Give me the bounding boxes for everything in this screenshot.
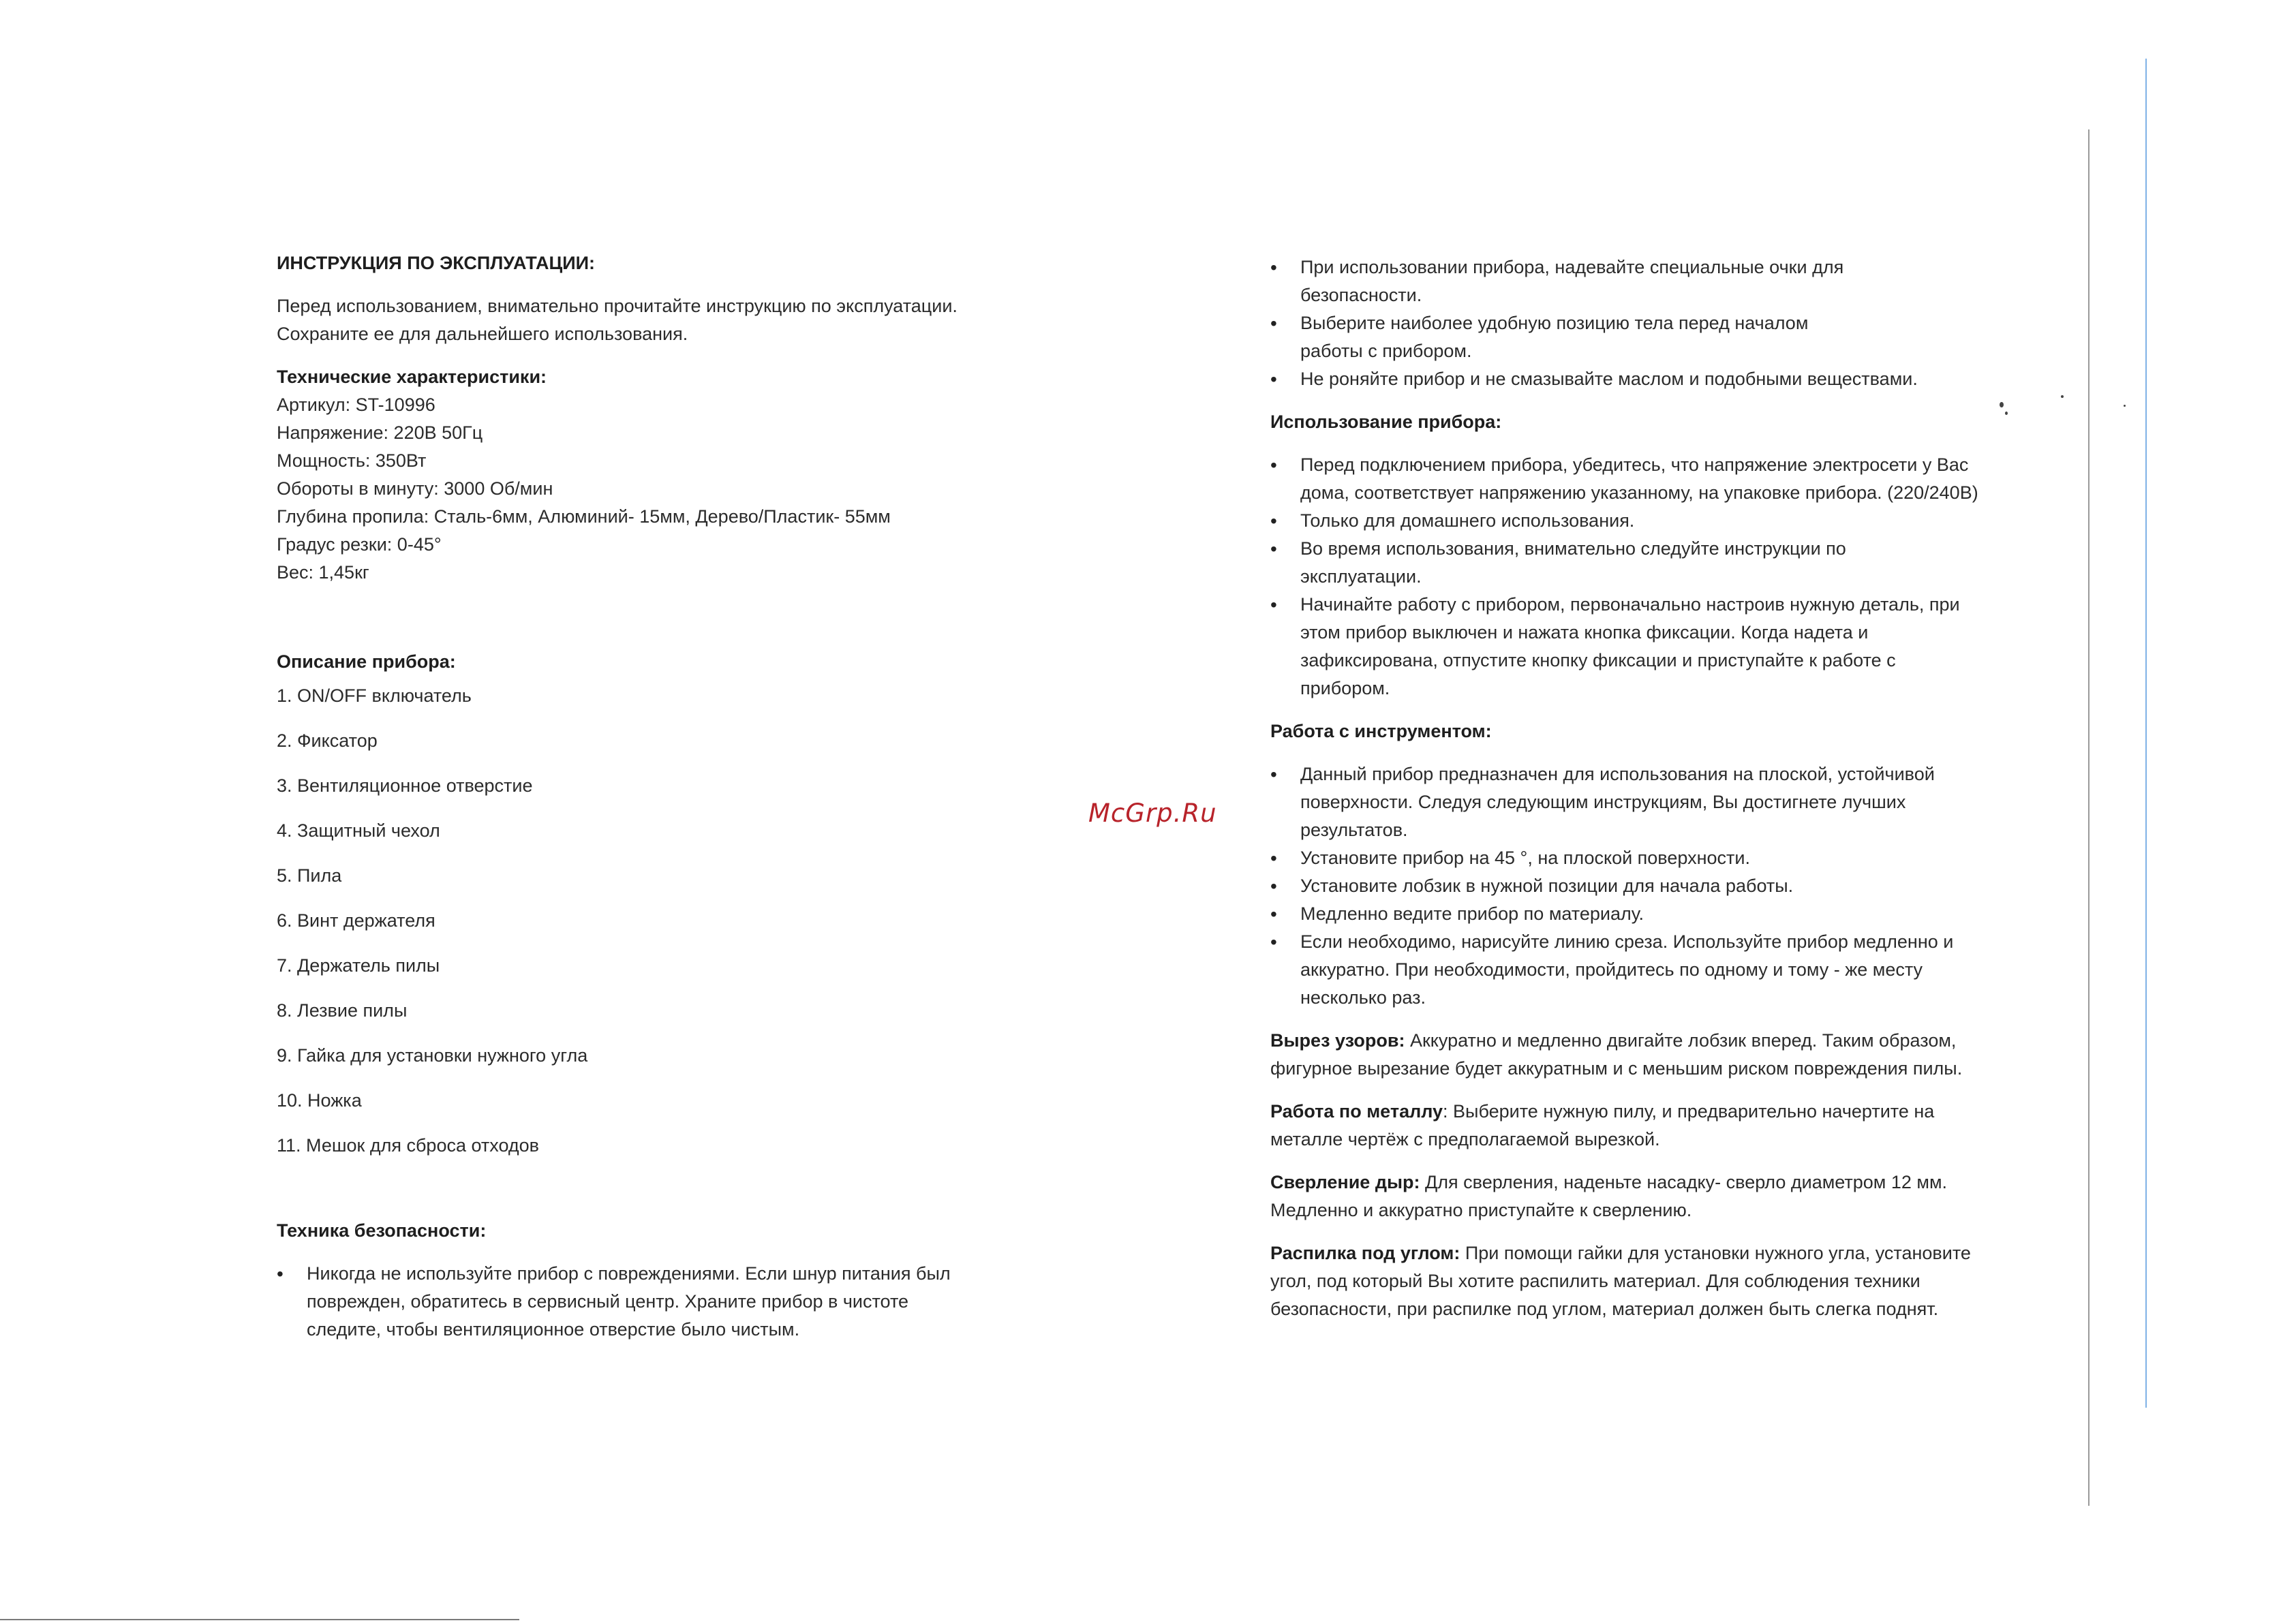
safety-continued-list [1270, 253, 1952, 393]
description-item: 4. Защитный чехол [277, 820, 440, 841]
usage-item: • Во время использования, внимательно следуйте инструкции по эксплуатации. [1270, 535, 1927, 591]
paragraph-label: Распилка под углом: [1270, 1243, 1460, 1263]
paragraph-drilling [1270, 1169, 1952, 1224]
dust-speck [2005, 412, 2008, 415]
fold-line [2088, 129, 2090, 1506]
description-list [277, 673, 1013, 1168]
description-item: 8. Лезвие пилы [277, 1000, 408, 1021]
paragraph-metal [1270, 1098, 1952, 1154]
scan-edge-line [2145, 59, 2147, 1408]
description-item: 9. Гайка для установки нужного угла [277, 1045, 588, 1066]
safety-item: • Выберите наиболее удобную позицию тела перед началом работы с прибором. [1270, 309, 1859, 365]
spec-power: Мощность: 350Вт [277, 450, 427, 471]
usage-list [1270, 451, 1979, 702]
right-column [1270, 253, 2006, 1323]
spec-weight: Вес: 1,45кг [277, 562, 369, 583]
spec-cut-depth: Глубина пропила: Сталь-6мм, Алюминий- 15мм, Дерево/Пластик- 55мм [277, 506, 891, 527]
paragraph-text: Для сверления, наденьте насадку- сверло диаметром 12 мм. Медленно и аккуратно приступайте к сверлению. [1270, 1172, 1948, 1220]
spec-voltage: Напряжение: 220В 50Гц [277, 422, 483, 443]
description-item: 11. Мешок для сброса отходов [277, 1135, 540, 1156]
description-item: 3. Вентиляционное отверстие [277, 775, 533, 796]
description-item: 1. ON/OFF включатель [277, 685, 472, 706]
tool-item: • Установите прибор на 45 °, на плоской поверхности. [1270, 844, 1979, 872]
tool-item: • Установите лобзик в нужной позиции для начала работы. [1270, 872, 1979, 900]
description-item: 6. Винт держателя [277, 910, 435, 931]
description-item: 7. Держатель пилы [277, 955, 440, 976]
manual-title: ИНСТРУКЦИЯ ПО ЭКСПЛУАТАЦИИ: [277, 253, 596, 273]
intro-line-2: Сохраните ее для дальнейшего использования. [277, 324, 688, 344]
safety-list [277, 1260, 965, 1344]
spec-rpm: Обороты в минуту: 3000 Об/мин [277, 478, 553, 499]
paragraph-label: Вырез узоров: [1270, 1030, 1405, 1051]
paragraph-label: Работа по металлу [1270, 1101, 1443, 1122]
intro-line-1: Перед использованием, внимательно прочитайте инструкцию по эксплуатации. [277, 296, 958, 316]
safety-heading: Техника безопасности: [277, 1220, 487, 1241]
dust-speck [2000, 402, 2004, 407]
tool-item: • Если необходимо, нарисуйте линию среза. Используйте прибор медленно и аккуратно. При необходимости, пройдитесь по одному и тому - же месту несколько раз. [1270, 928, 1979, 1012]
paragraph-text: : Выберите нужную пилу, и предварительно начертите на металле чертёж с предполагаемой вырезкой. [1270, 1101, 1935, 1149]
usage-heading: Использование прибора: [1270, 412, 1502, 432]
dust-speck [2124, 405, 2126, 407]
usage-item: • Только для домашнего использования. [1270, 507, 1979, 535]
usage-item: • Начинайте работу с прибором, первоначально настроив нужную деталь, при этом прибор выключен и нажата кнопка фиксации. Когда надета и зафиксирована, отпустите кнопку фиксации и приступайте к работе с прибором. [1270, 591, 1979, 702]
tool-item: • Данный прибор предназначен для использования на плоской, устойчивой поверхности. Следуя следующим инструкциям, Вы достигнете лучших результатов. [1270, 760, 1979, 844]
spec-article: Артикул: ST-10996 [277, 395, 435, 415]
description-heading: Описание прибора: [277, 651, 456, 672]
paragraph-angle-cut [1270, 1239, 1972, 1323]
paragraph-text: При помощи гайки для установки нужного угла, установите угол, под который Вы хотите распилить материал. Для соблюдения техники безопасности, при распилке под углом, материал должен быть слегка поднят. [1270, 1243, 1971, 1319]
paragraph-patterns [1270, 1027, 1993, 1083]
description-item: 2. Фиксатор [277, 730, 378, 751]
spec-cut-angle: Градус резки: 0-45° [277, 534, 442, 555]
tool-list [1270, 760, 1979, 1012]
dust-speck [2061, 395, 2064, 398]
left-column [277, 249, 1013, 1344]
usage-item: • Перед подключением прибора, убедитесь, что напряжение электросети у Вас дома, соответствует напряжению указанному, на упаковке прибора. (220/240В) [1270, 451, 1979, 507]
safety-item: • Никогда не используйте прибор с повреждениями. Если шнур питания был поврежден, обратитесь в сервисный центр. Храните прибор в чистоте следите, чтобы вентиляционное отверстие было чистым. [277, 1260, 965, 1344]
safety-item: • При использовании прибора, надевайте специальные очки для безопасности. [1270, 253, 1846, 309]
description-item: 10. Ножка [277, 1090, 362, 1111]
tool-heading: Работа с инструментом: [1270, 721, 1492, 741]
site-watermark: McGrp.Ru [1088, 799, 1217, 828]
description-item: 5. Пила [277, 865, 342, 886]
safety-item: • Не роняйте прибор и не смазывайте маслом и подобными веществами. [1270, 365, 1952, 393]
tool-item: • Медленно ведите прибор по материалу. [1270, 900, 1979, 928]
paragraph-label: Сверление дыр: [1270, 1172, 1420, 1192]
paragraph-text: Аккуратно и медленно двигайте лобзик вперед. Таким образом, фигурное вырезание будет аккуратным и с меньшим риском повреждения пилы. [1270, 1030, 1963, 1079]
scan-bottom-edge [0, 1619, 519, 1620]
specs-heading: Технические характеристики: [277, 367, 547, 387]
